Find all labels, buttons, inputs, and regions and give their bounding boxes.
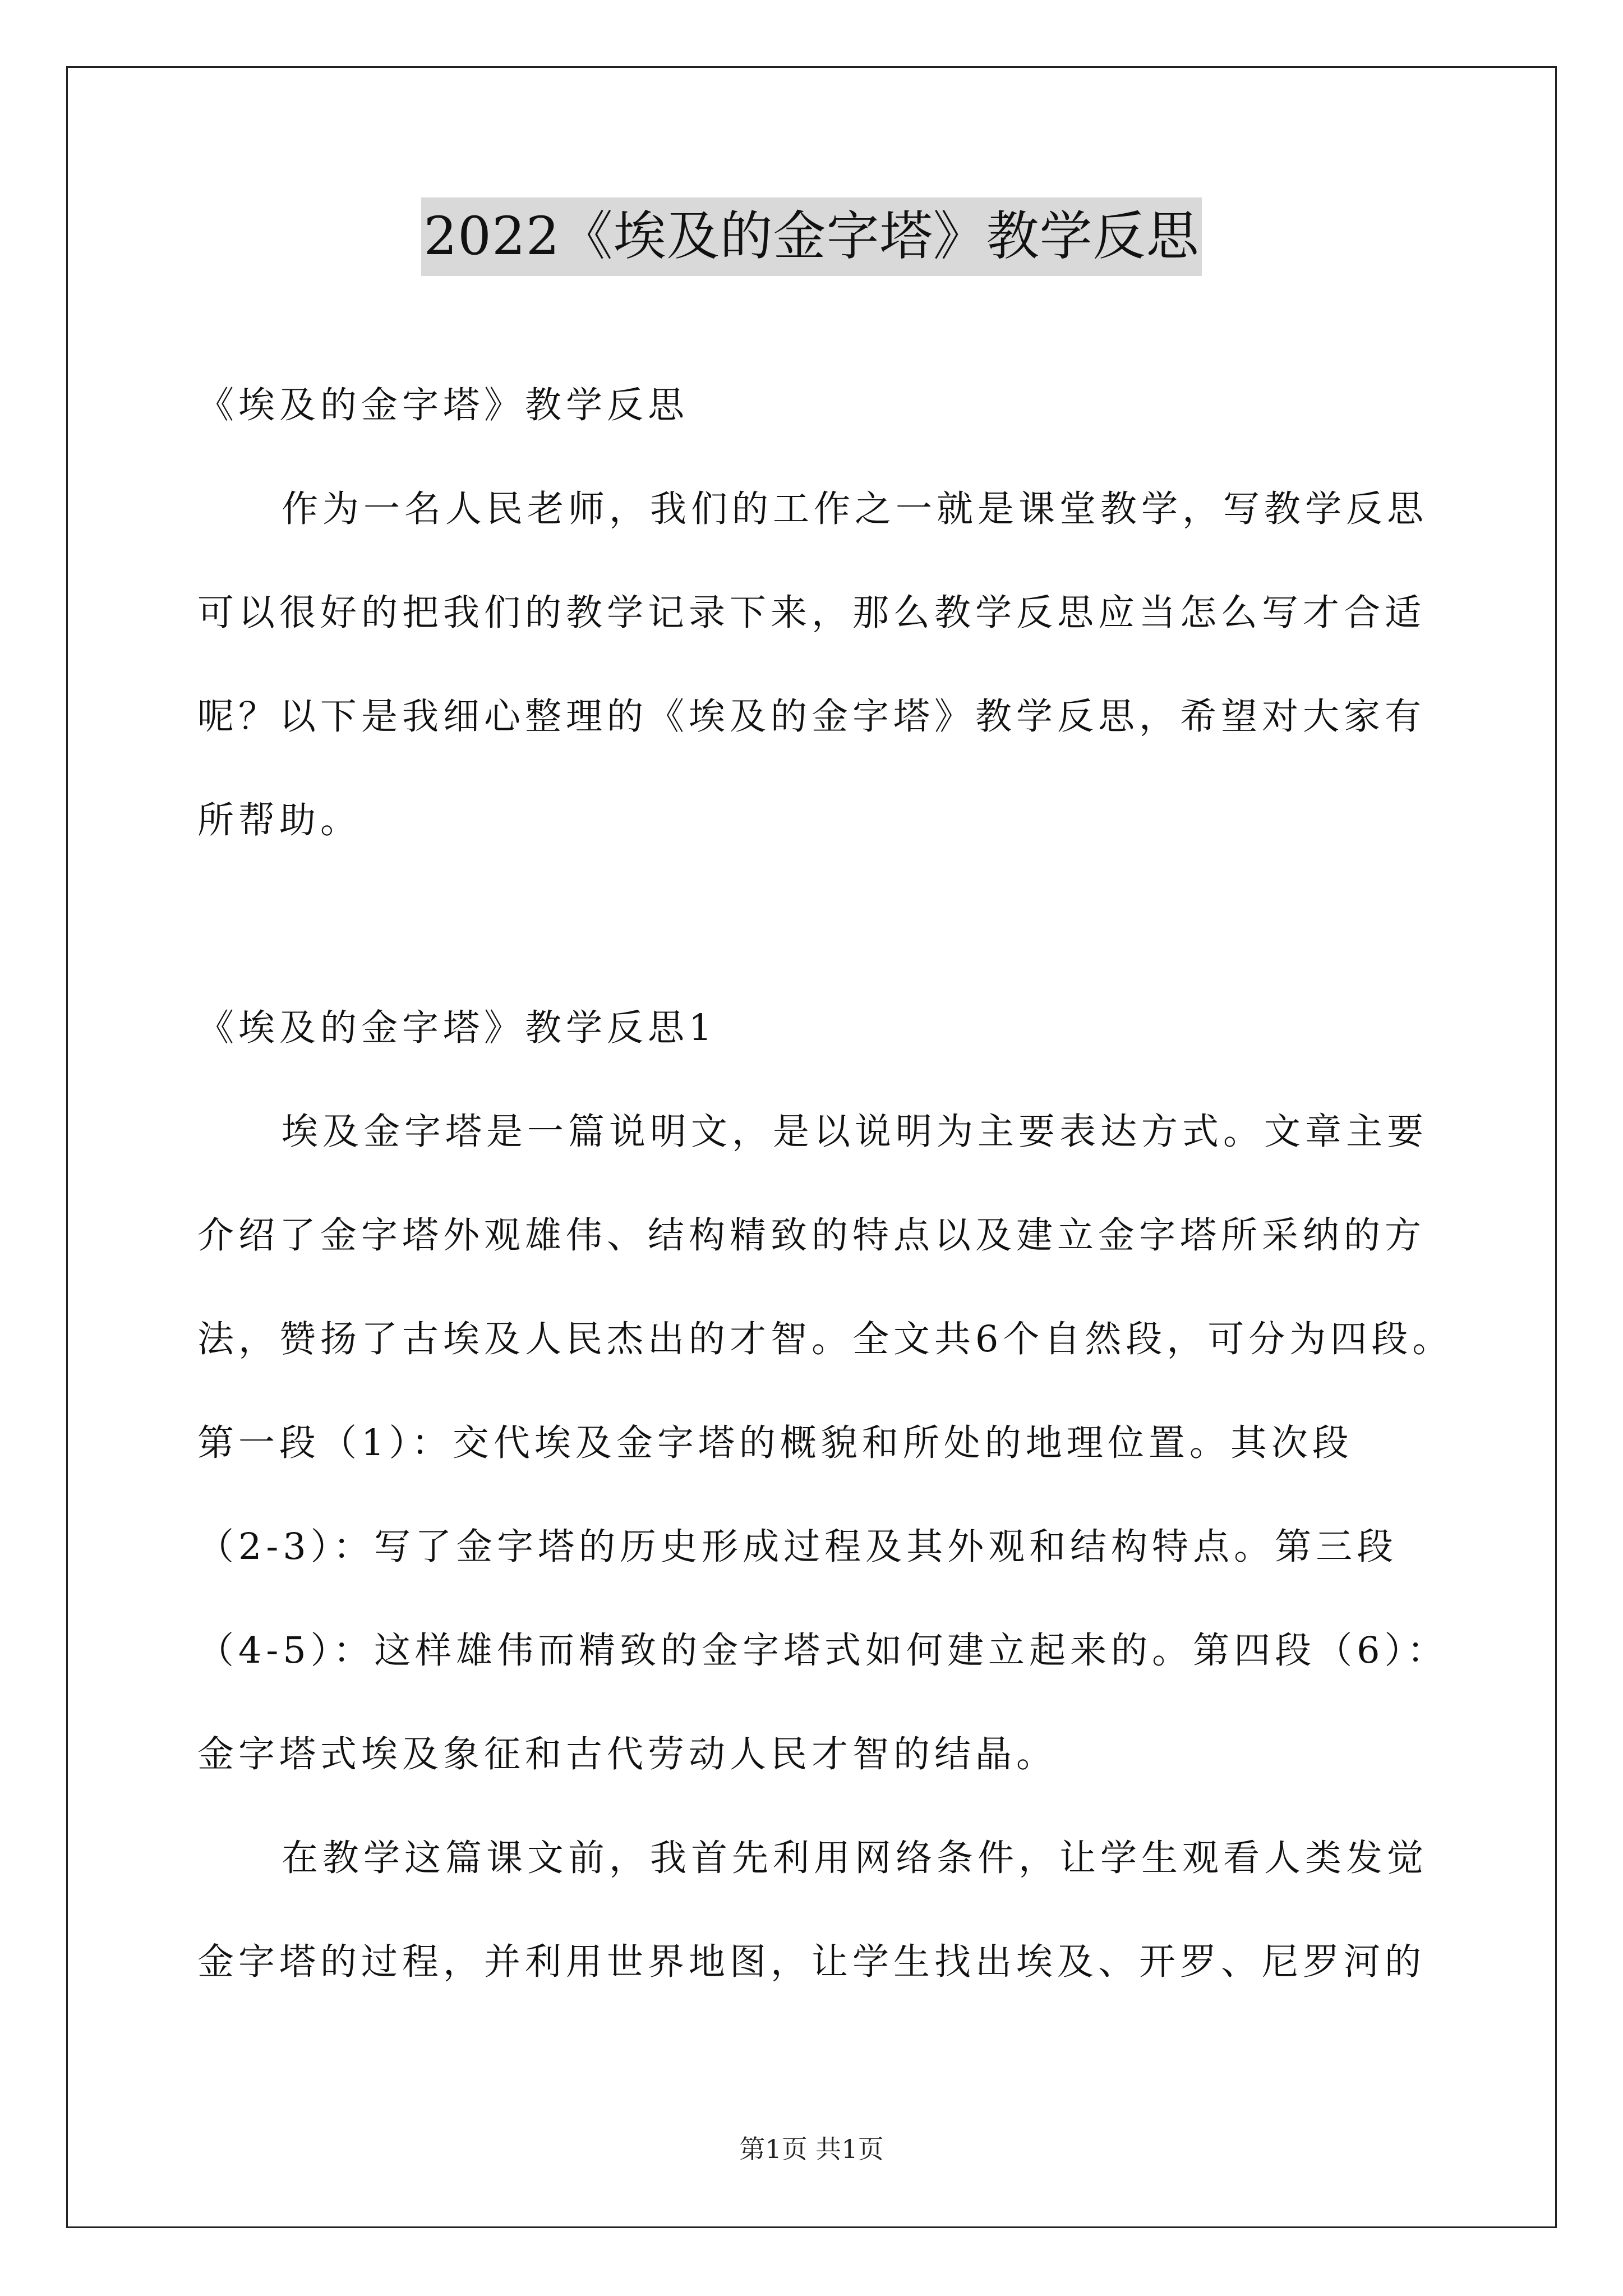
body-line: 埃及金字塔是一篇说明文，是以说明为主要表达方式。文章主要	[282, 1111, 1428, 1153]
body-line: （4-5）：这样雄伟而精致的金字塔式如何建立起来的。第四段（6）：	[197, 1630, 1449, 1672]
document-title: 2022《埃及的金字塔》教学反思	[421, 197, 1201, 276]
paragraph-gap	[197, 872, 1434, 976]
intro-line: 作为一名人民老师，我们的工作之一就是课堂教学，写教学反思	[282, 488, 1428, 530]
body-line: 金字塔式埃及象征和古代劳动人民才智的结晶。	[197, 1733, 1058, 1775]
intro-line: 呢？以下是我细心整理的《埃及的金字塔》教学反思，希望对大家有	[197, 696, 1426, 738]
title-area	[0, 197, 1623, 276]
subtitle: 《埃及的金字塔》教学反思	[197, 384, 689, 426]
page-footer: 第1页 共1页	[739, 2134, 884, 2164]
body-line: 在教学这篇课文前，我首先利用网络条件，让学生观看人类发觉	[282, 1837, 1428, 1879]
body-line: （2-3）：写了金字塔的历史形成过程及其外观和结构特点。第三段	[197, 1526, 1398, 1568]
intro-line: 可以很好的把我们的教学记录下来，那么教学反思应当怎么写才合适	[197, 592, 1426, 634]
intro-line: 所帮助。	[197, 799, 362, 841]
section-heading: 《埃及的金字塔》教学反思1	[197, 1007, 717, 1049]
body-line: 法，赞扬了古埃及人民杰出的才智。全文共6个自然段，可分为四段。	[197, 1318, 1454, 1360]
body-line: 金字塔的过程，并利用世界地图，让学生找出埃及、开罗、尼罗河的	[197, 1941, 1426, 1983]
document-body	[197, 353, 1454, 2014]
body-line: 第一段（1）：交代埃及金字塔的概貌和所处的地理位置。其次段	[197, 1422, 1353, 1464]
body-line: 介绍了金字塔外观雄伟、结构精致的特点以及建立金字塔所采纳的方	[197, 1214, 1426, 1257]
